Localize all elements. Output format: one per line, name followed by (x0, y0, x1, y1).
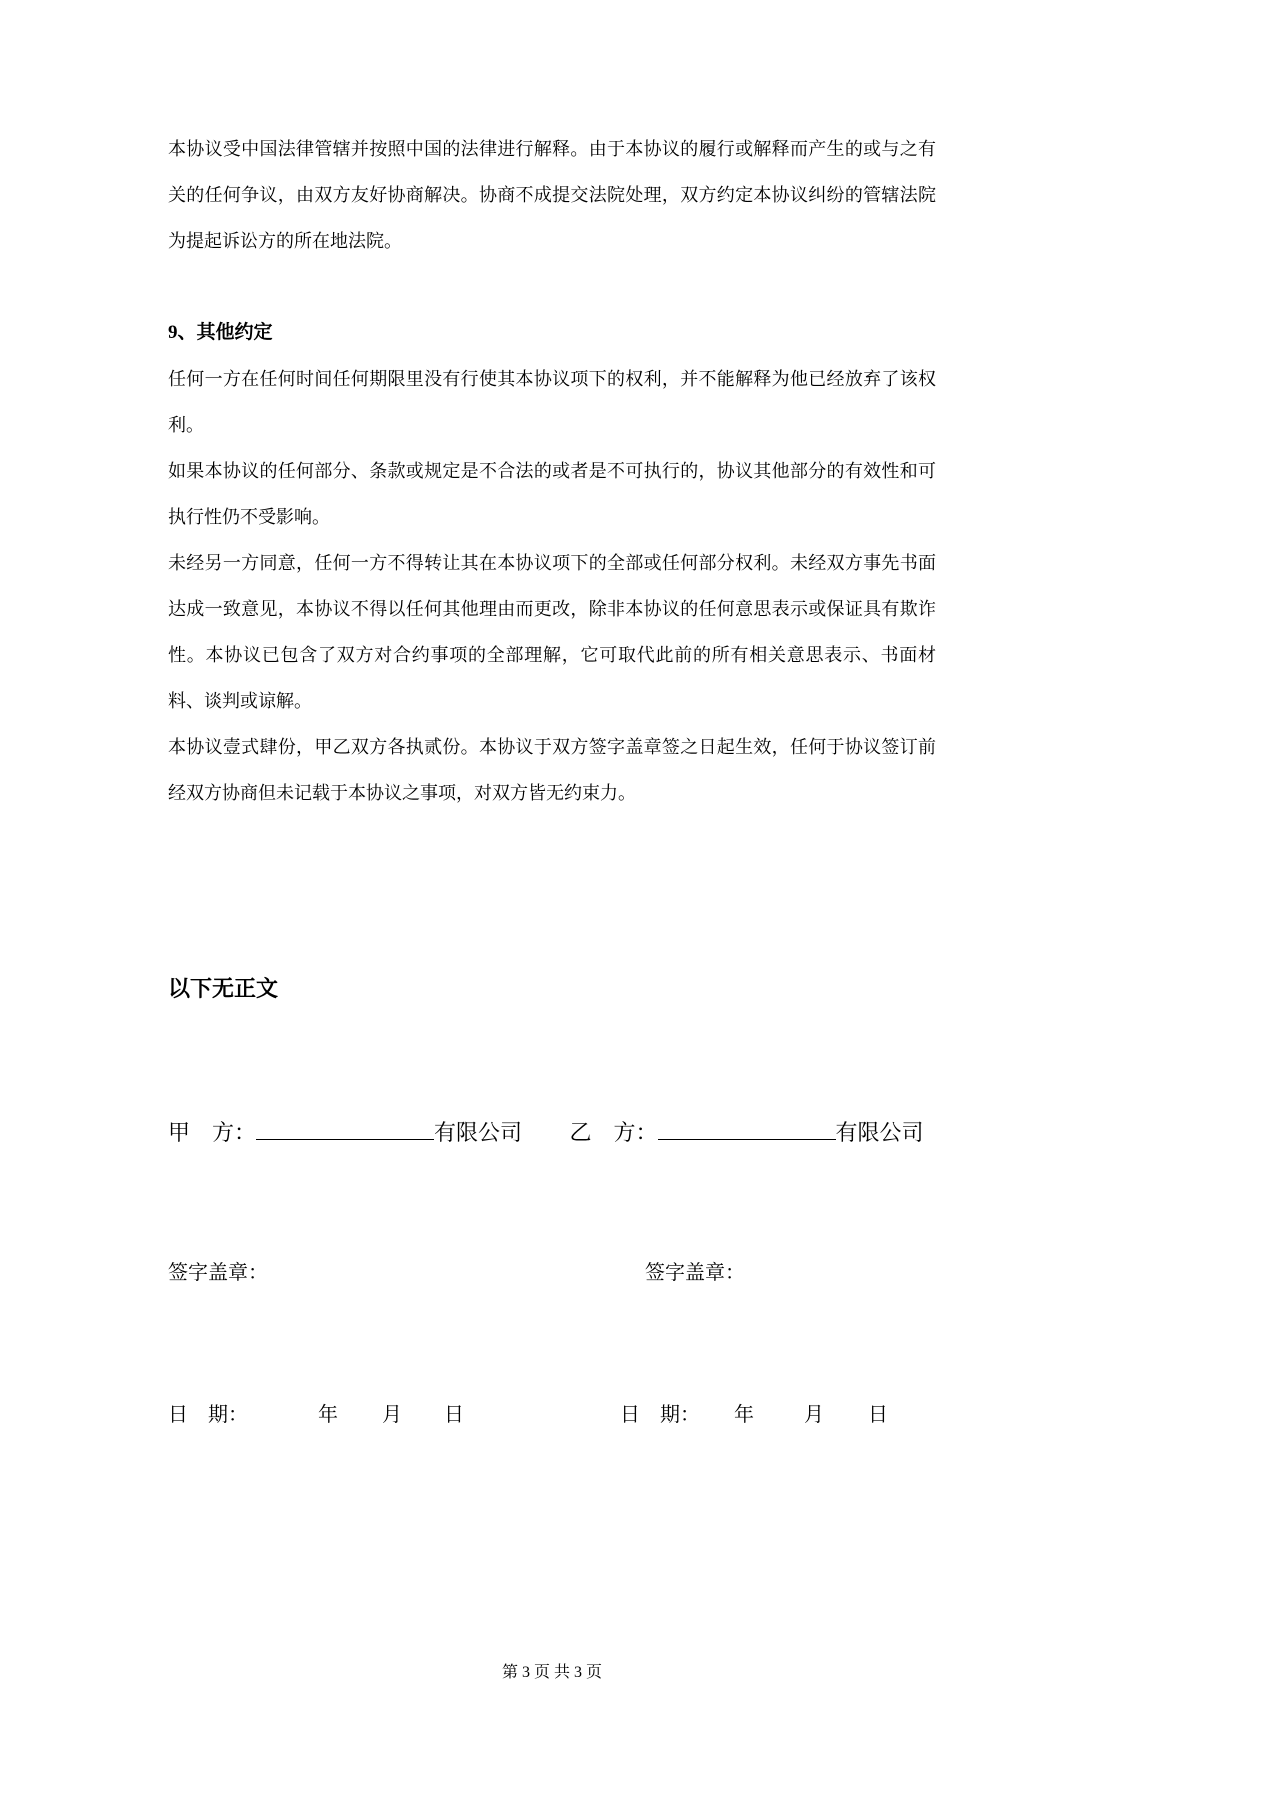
party-a-month-label: 月 (382, 1404, 402, 1426)
date-row (168, 1392, 936, 1438)
no-text-below-notice: 以下无正文 (168, 976, 279, 1001)
section-9-paragraph-counterparts: 本协议壹式肆份，甲乙双方各执贰份。本协议于双方签字盖章签之日起生效，任何于协议签订前经双方协商但未记载于本协议之事项，对双方皆无约束力。 (168, 737, 936, 803)
party-signature-row (168, 1110, 936, 1156)
party-a-seal-label: 签字盖章： (168, 1262, 268, 1284)
section-9-paragraph-waiver: 任何一方在任何时间任何期限里没有行使其本协议项下的权利，并不能解释为他已经放弃了该权利。 (168, 369, 936, 435)
seal-row (168, 1250, 936, 1296)
party-b-block (570, 1110, 924, 1156)
party-b-company-suffix: 有限公司 (835, 1120, 924, 1145)
governing-law-paragraph: 本协议受中国法律管辖并按照中国的法律进行解释。由于本协议的履行或解释而产生的或与之有关的任何争议，由双方友好协商解决。协商不成提交法院处理，双方约定本协议纠纷的管辖法院为提起诉讼方的所在地法院。 (168, 139, 936, 251)
party-a-year-label: 年 (318, 1404, 338, 1426)
party-b-day-label: 日 (868, 1404, 888, 1426)
party-b-seal-label: 签字盖章： (645, 1262, 745, 1284)
party-a-label: 甲 方： (168, 1120, 257, 1145)
party-b-month-label: 月 (804, 1404, 824, 1426)
page-number-indicator: 第 3 页 共 3 页 (501, 1664, 602, 1681)
party-a-date-label: 日 期： (168, 1404, 248, 1426)
party-a-company-suffix: 有限公司 (434, 1120, 523, 1145)
section-9-paragraph-severability: 如果本协议的任何部分、条款或规定是不合法的或者是不可执行的，协议其他部分的有效性和可执行性仍不受影响。 (168, 461, 936, 527)
section-9-paragraph-assignment: 未经另一方同意，任何一方不得转让其在本协议项下的全部或任何部分权利。未经双方事先书面达成一致意见，本协议不得以任何其他理由而更改，除非本协议的任何意思表示或保证具有欺诈性。本协议已包含了双方对合约事项的全部理解，它可取代此前的所有相关意思表示、书面材料、谈判或谅解。 (168, 553, 936, 711)
party-b-label: 乙 方： (569, 1120, 658, 1145)
party-a-name-blank (256, 1119, 434, 1140)
party-b-date-group (620, 1392, 888, 1438)
party-b-year-label: 年 (734, 1404, 754, 1426)
party-b-date-label: 日 期： (620, 1404, 700, 1426)
party-a-day-label: 日 (444, 1404, 464, 1426)
contract-body (168, 126, 936, 1438)
party-a-block (168, 1110, 522, 1156)
party-b-name-blank (658, 1119, 836, 1140)
party-a-date-group (168, 1392, 464, 1438)
section-9-heading: 9、其他约定 (168, 322, 273, 343)
